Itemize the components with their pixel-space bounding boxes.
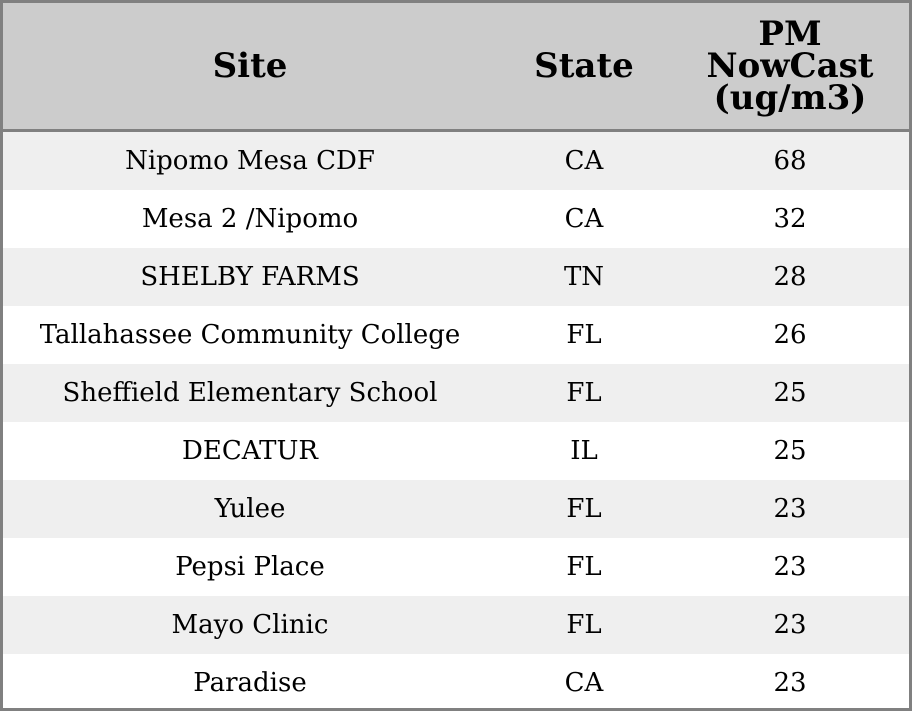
table-row [3, 596, 909, 654]
cell-state: CA [564, 204, 604, 234]
cell-pm: 23 [773, 494, 807, 524]
cell-site: Paradise [193, 668, 307, 698]
table-row [3, 422, 909, 480]
table-row [3, 306, 909, 364]
cell-state: FL [566, 552, 602, 582]
cell-state: IL [570, 436, 598, 466]
cell-site: Nipomo Mesa CDF [125, 146, 375, 176]
cell-site: Mayo Clinic [171, 610, 329, 640]
table-row [3, 190, 909, 248]
cell-pm: 23 [773, 610, 807, 640]
table-row [3, 480, 909, 538]
cell-pm: 26 [773, 320, 807, 350]
cell-state: CA [564, 668, 604, 698]
table-row [3, 248, 909, 306]
cell-pm: 28 [773, 262, 807, 292]
cell-pm: 23 [773, 552, 807, 582]
cell-site: Mesa 2 /Nipomo [141, 204, 359, 234]
table-body [3, 132, 909, 711]
cell-state: CA [564, 146, 604, 176]
cell-pm: 32 [773, 204, 807, 234]
header-site: Site [212, 46, 288, 86]
cell-state: FL [566, 378, 602, 408]
table-row [3, 654, 909, 711]
cell-site: Pepsi Place [175, 552, 325, 582]
cell-state: TN [563, 262, 605, 292]
cell-site: Yulee [214, 494, 286, 524]
header-state: State [534, 46, 634, 86]
cell-state: FL [566, 320, 602, 350]
cell-state: FL [566, 610, 602, 640]
cell-pm: 25 [773, 436, 807, 466]
cell-pm: 68 [773, 146, 807, 176]
cell-pm: 25 [773, 378, 807, 408]
header-pm-nowcast: PM NowCast (ug/m3) [706, 14, 874, 118]
table-row [3, 538, 909, 596]
cell-state: FL [566, 494, 602, 524]
table-row [3, 132, 909, 190]
table-header-row [3, 3, 909, 132]
cell-site: Tallahassee Community College [39, 320, 461, 350]
cell-site: Sheffield Elementary School [62, 378, 438, 408]
cell-pm: 23 [773, 668, 807, 698]
cell-site: DECATUR [182, 436, 318, 466]
table-row [3, 364, 909, 422]
cell-site: SHELBY FARMS [140, 262, 360, 292]
